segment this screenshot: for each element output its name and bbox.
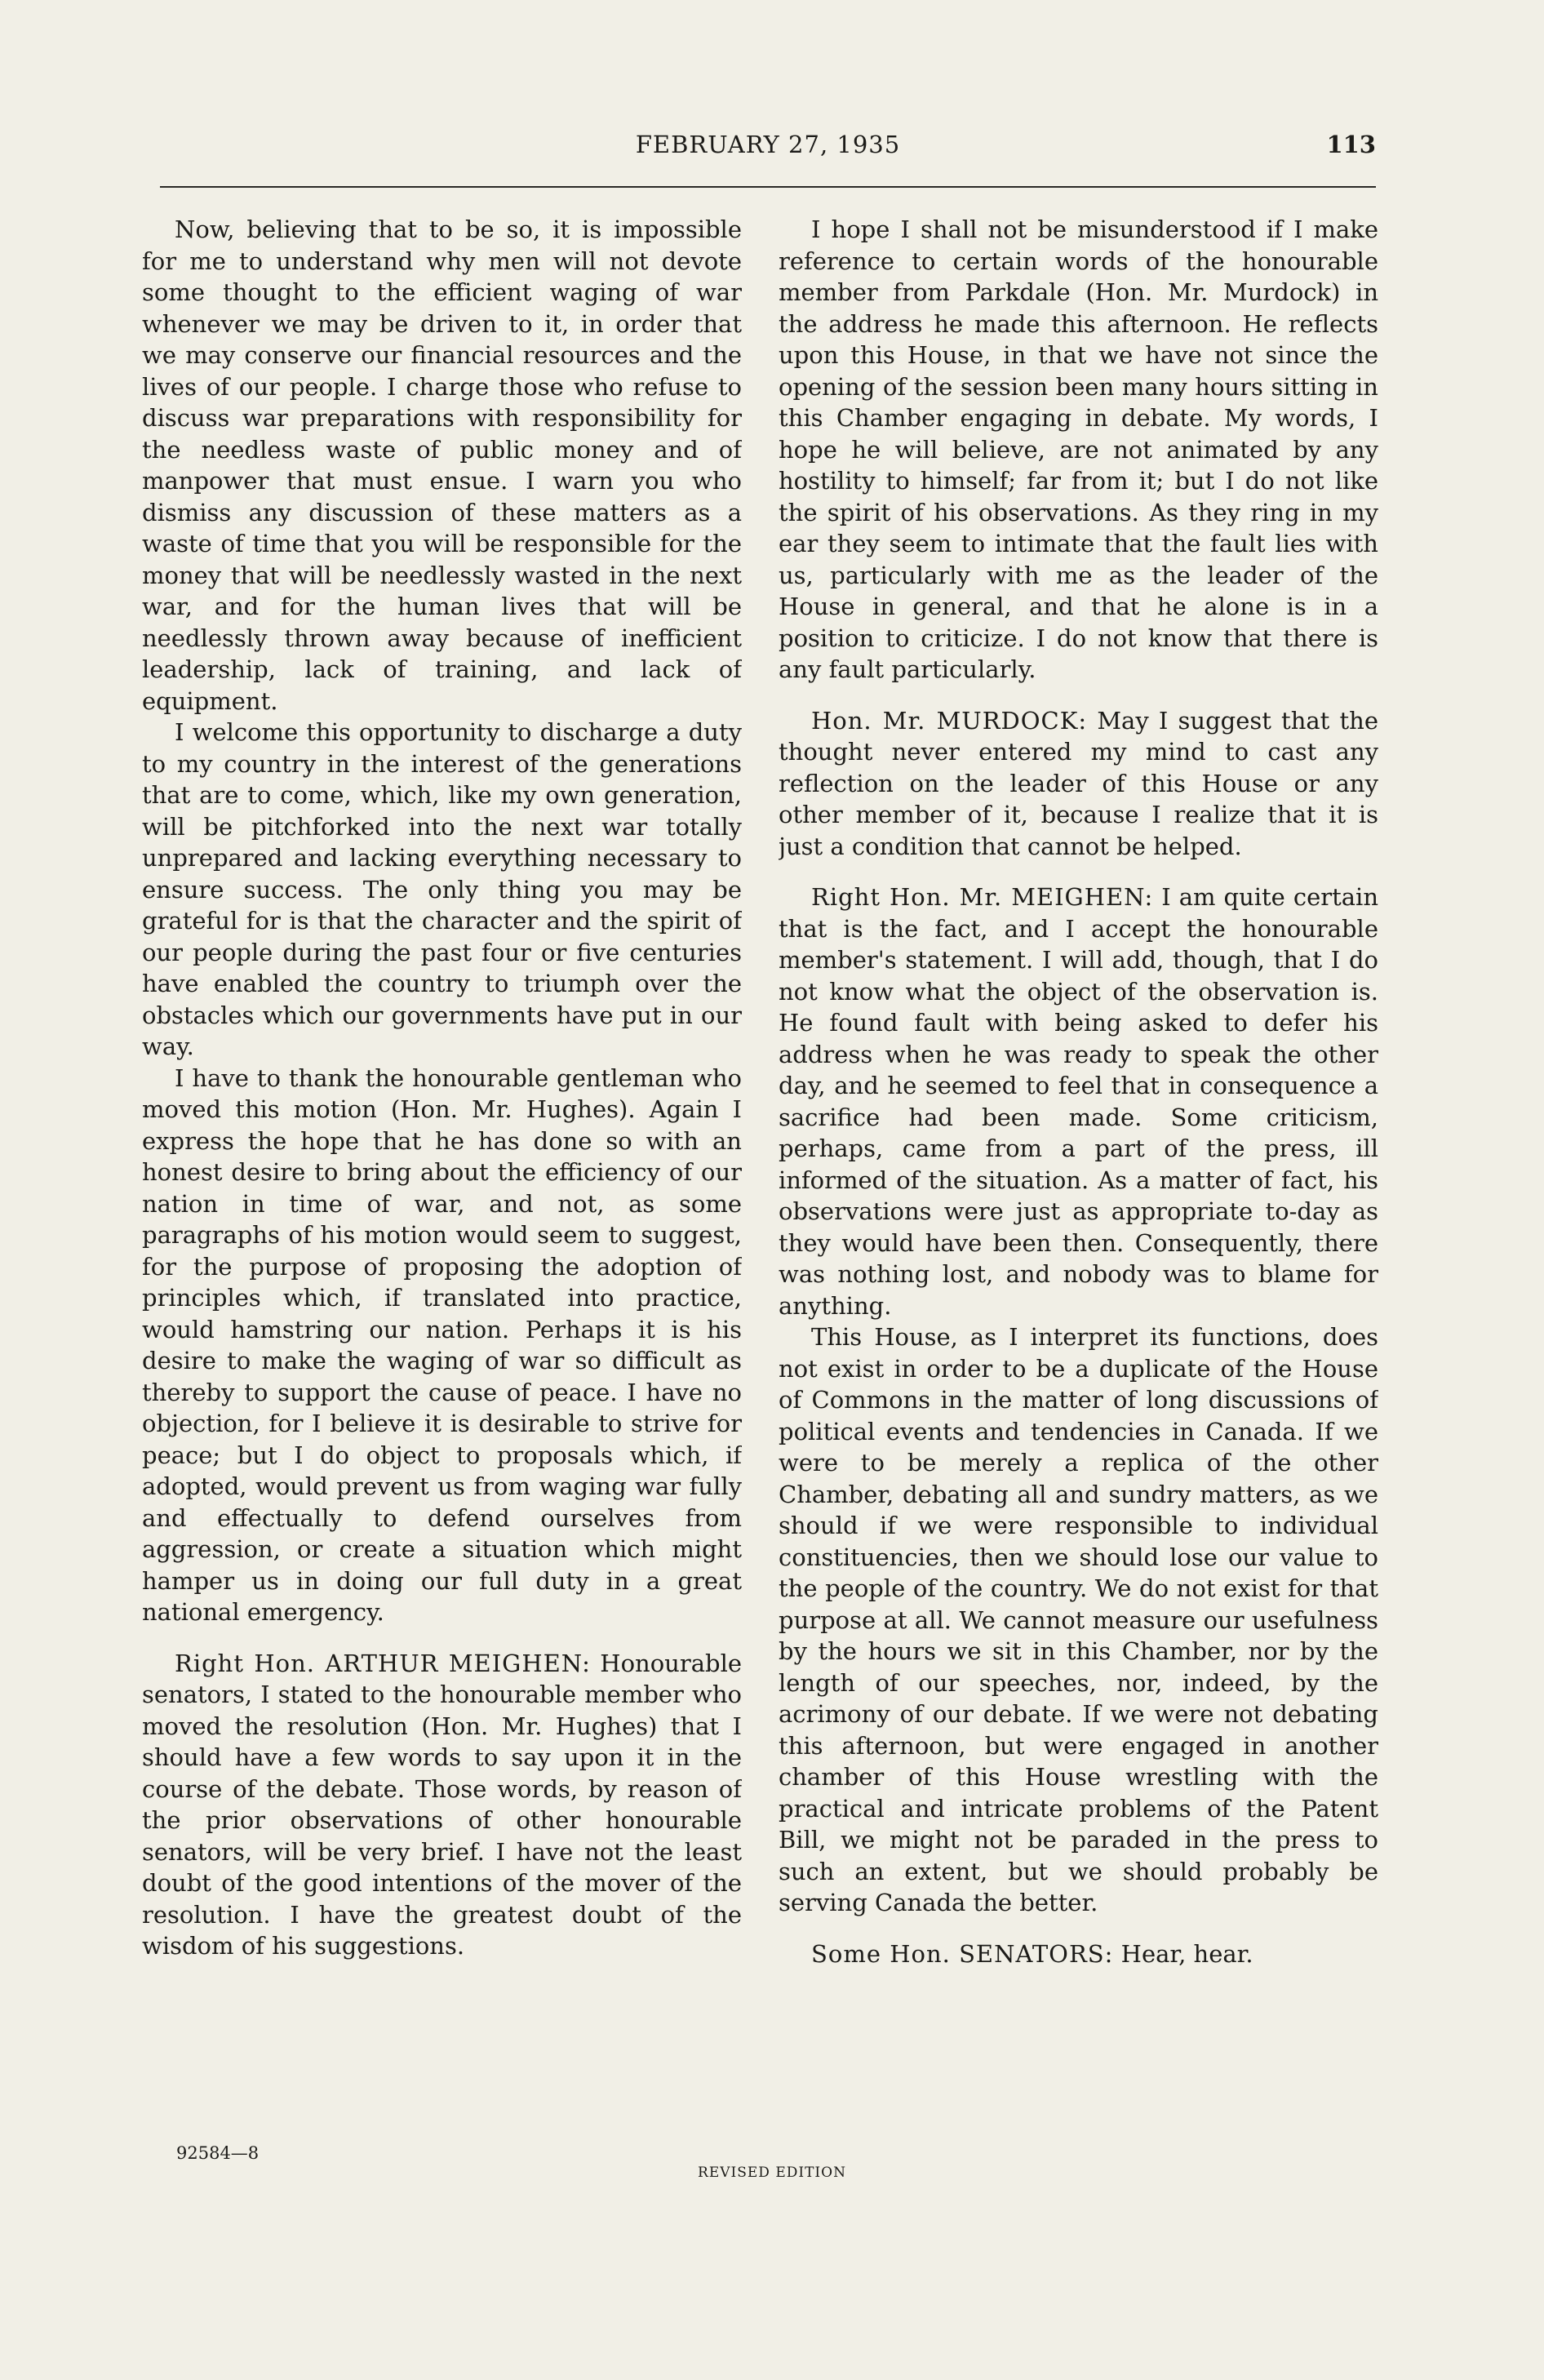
speaker-name: Right Hon. ARTHUR MEIGHEN: [175,1649,591,1677]
header-rule [160,186,1376,188]
page-header [160,131,1376,168]
page-number: 113 [1326,131,1376,158]
speaker-name: Some Hon. SENATORS: [811,1939,1114,1968]
left-column [142,214,742,2116]
paragraph: This House, as I interpret its functions, does not exist in order to be a duplicate of the House of Commons in the matter of long discussions of political events and tendencies in Canada. If we were to be merely a replica of the other Chamber, debating all and sundry matters, as we should if we were responsible to individual constituencies, then we should lose our value to the people of the country. We do not exist for that purpose at all. We cannot measure our usefulness by the hours we sit in this Chamber, nor by the length of our speeches, nor, indeed, by the acrimony of our debate. If we were not debating this afternoon, but were engaged in another chamber of this House wrestling with the practical and intricate problems of the Patent Bill, we might not be paraded in the press to such an extent, but we should probably be serving Canada the better. [779,1323,1378,1916]
speech-text: May I suggest that the thought never entered my mind to cast any reflection on the leader of this House or any other member of it, because I realize that it is just a condition that cannot be helped. [779,706,1378,860]
paragraph: I welcome this opportunity to discharge a duty to my country in the interest of the generations that are to come, which, like my own generation, will be pitchforked into the next war totally unprepared and lacking everything necessary to ensure success. The only thing you may be grateful for is that the character and the spirit of our people during the past four or five centuries have enabled the country to triumph over the obstacles which our governments have put in our way. [142,718,742,1060]
edition-label: REVISED EDITION [698,2165,846,2181]
speaker-name: Right Hon. Mr. MEIGHEN: [811,883,1154,911]
speech-paragraph [779,705,1378,863]
print-code: 92584—8 [176,2143,260,2163]
speaker-name: Hon. Mr. MURDOCK: [811,706,1088,735]
page-date: FEBRUARY 27, 1935 [635,131,901,158]
speech-text: Hear, hear. [1120,1939,1253,1968]
paragraph: Now, believing that to be so, it is impossible for me to understand why men will not devote some thought to the efficient waging of war whenever we may be driven to it, in order that we may conserve our financial resources and the lives of our people. I charge those who refuse to discuss war preparations with responsibility for the needless waste of public money and of manpower that must ensue. I warn you who dismiss any discussion of these matters as a waste of time that you will be responsible for the money that will be needlessly wasted in the next war, and for the human lives that will be needlessly thrown away because of inefficient leadership, lack of training, and lack of equipment. [142,215,742,715]
speech-text: Honourable senators, I stated to the honourable member who moved the resolution (Hon. Mr. Hughes) that I should have a few words to say upon it in the course of the debate. Those words, by reason of the prior observations of other honourable senators, will be very brief. I have not the least doubt of the good intentions of the mover of the resolution. I have the greatest doubt of the wisdom of his suggestions. [142,1649,742,1960]
speech-text: I am quite certain that is the fact, and I accept the honourable member's statement. I will add, though, that I do not know what the object of the observation is. He found fault with being asked to defer his address when he was ready to speak the other day, and he seemed to feel that in consequence a sacrifice had been made. Some criticism, perhaps, came from a part of the press, ill informed of the situation. As a matter of fact, his observations were just as appropriate to-day as they would have been then. Consequently, there was nothing lost, and nobody was to blame for anything. [779,883,1378,1320]
speech-paragraph [779,881,1378,1321]
paragraph: I have to thank the honourable gentleman who moved this motion (Hon. Mr. Hughes). Again I express the hope that he has done so with an honest desire to bring about the efficiency of our nation in time of war, and not, as some paragraphs of his motion would seem to suggest, for the purpose of proposing the adoption of principles which, if translated into practice, would hamstring our nation. Perhaps it is his desire to make the waging of war so difficult as thereby to support the cause of peace. I have no objection, for I believe it is desirable to strive for peace; but I do object to proposals which, if adopted, would prevent us from waging war fully and effectually to defend ourselves from aggression, or create a situation which might hamper us in doing our full duty in a great national emergency. [142,1063,742,1626]
speech-paragraph [779,1938,1378,1970]
paragraph: I hope I shall not be misunderstood if I make reference to certain words of the honourable member from Parkdale (Hon. Mr. Murdock) in the address he made this afternoon. He reflects upon this House, in that we have not since the opening of the session been many hours sitting in this Chamber engaging in debate. My words, I hope he will believe, are not animated by any hostility to himself; far from it; but I do not like the spirit of his observations. As they ring in my ear they seem to intimate that the fault lies with us, particularly with me as the leader of the House in general, and that he alone is in a position to criticize. I do not know that there is any fault particularly. [779,215,1378,683]
right-column [779,214,1378,2116]
speech-paragraph [142,1648,742,1962]
